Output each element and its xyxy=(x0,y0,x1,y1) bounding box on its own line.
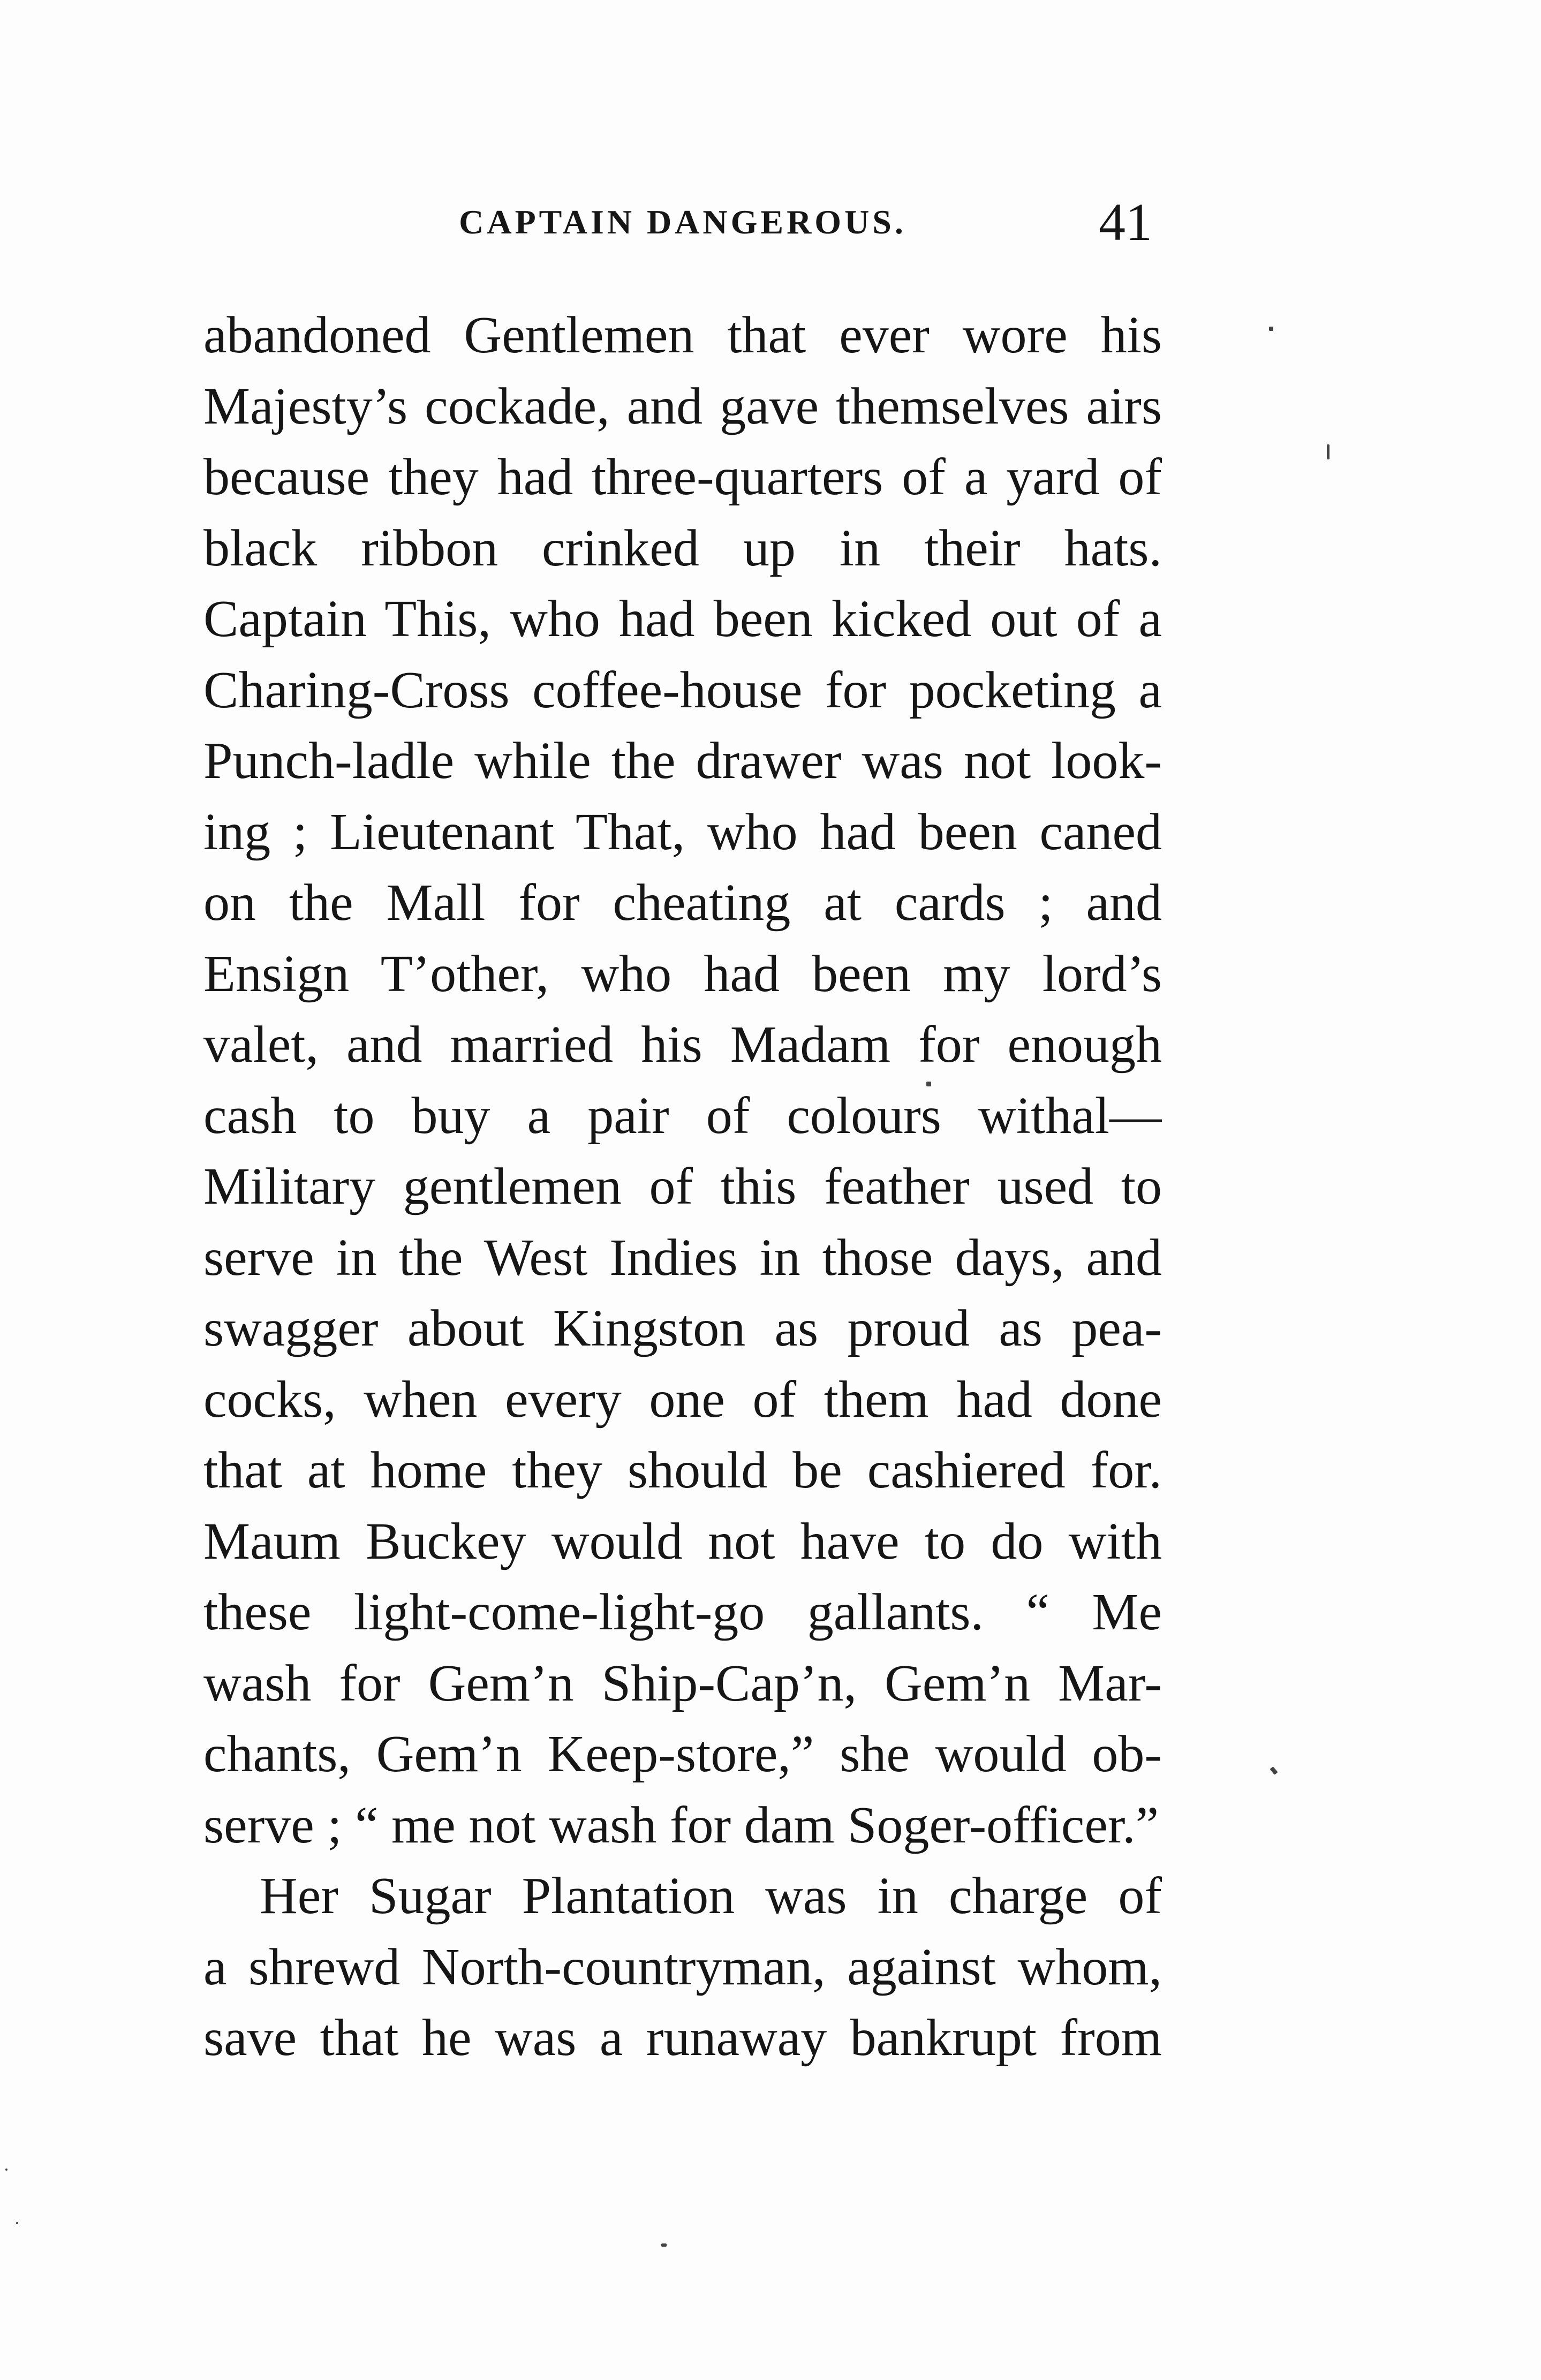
text-line: serve ; “ me not wash for dam Soger-officer.” xyxy=(203,1796,1159,1854)
body-text xyxy=(203,300,1162,2074)
scan-speck xyxy=(5,2169,7,2171)
text-line: ing ; Lieutenant That, who had been caned xyxy=(203,803,1162,861)
text-line: Captain This, who had been kicked out of a xyxy=(203,590,1162,648)
scan-speck xyxy=(1270,1766,1278,1775)
scan-speck xyxy=(16,2222,18,2224)
scan-speck xyxy=(1327,444,1330,459)
scan-speck xyxy=(1269,327,1273,331)
text-line: that at home they should be cashiered for. xyxy=(203,1441,1162,1499)
text-line: a shrewd North-countryman, against whom, xyxy=(203,1938,1162,1996)
text-line: Majesty’s cockade, and gave themselves airs xyxy=(203,377,1162,435)
paragraph-first-line: Her Sugar Plantation was in charge of xyxy=(260,1867,1162,1925)
text-line: abandoned Gentlemen that ever wore his xyxy=(203,306,1162,364)
text-line: Military gentlemen of this feather used to xyxy=(203,1158,1162,1215)
text-line: these light-come-light-go gallants. “ Me xyxy=(203,1583,1162,1641)
page-number: 41 xyxy=(1099,192,1152,252)
text-line: black ribbon crinked up in their hats. xyxy=(203,519,1162,577)
text-line: on the Mall for cheating at cards ; and xyxy=(203,874,1162,932)
text-line: serve in the West Indies in those days, and xyxy=(203,1228,1162,1287)
text-line: Maum Buckey would not have to do with xyxy=(203,1512,1162,1570)
scan-speck xyxy=(926,1082,931,1086)
text-line: Ensign T’other, who had been my lord’s xyxy=(203,945,1162,1003)
text-line: wash for Gem’n Ship-Cap’n, Gem’n Mar- xyxy=(203,1654,1162,1712)
text-line: because they had three-quarters of a yard of xyxy=(203,448,1162,506)
running-head xyxy=(203,193,1162,252)
text-line: valet, and married his Madam for enough xyxy=(203,1016,1162,1074)
running-title: CAPTAIN DANGEROUS. xyxy=(459,203,907,241)
text-line: save that he was a runaway bankrupt from xyxy=(203,2009,1162,2067)
scan-speck xyxy=(661,2243,667,2247)
text-line: chants, Gem’n Keep-store,” she would ob- xyxy=(203,1725,1162,1783)
text-line: cocks, when every one of them had done xyxy=(203,1370,1162,1429)
text-line: cash to buy a pair of colours withal— xyxy=(203,1086,1162,1145)
text-line: Punch-ladle while the drawer was not look- xyxy=(203,732,1162,790)
text-line: Charing-Cross coffee-house for pocketing a xyxy=(203,661,1162,719)
text-line: swagger about Kingston as proud as pea- xyxy=(203,1299,1162,1357)
